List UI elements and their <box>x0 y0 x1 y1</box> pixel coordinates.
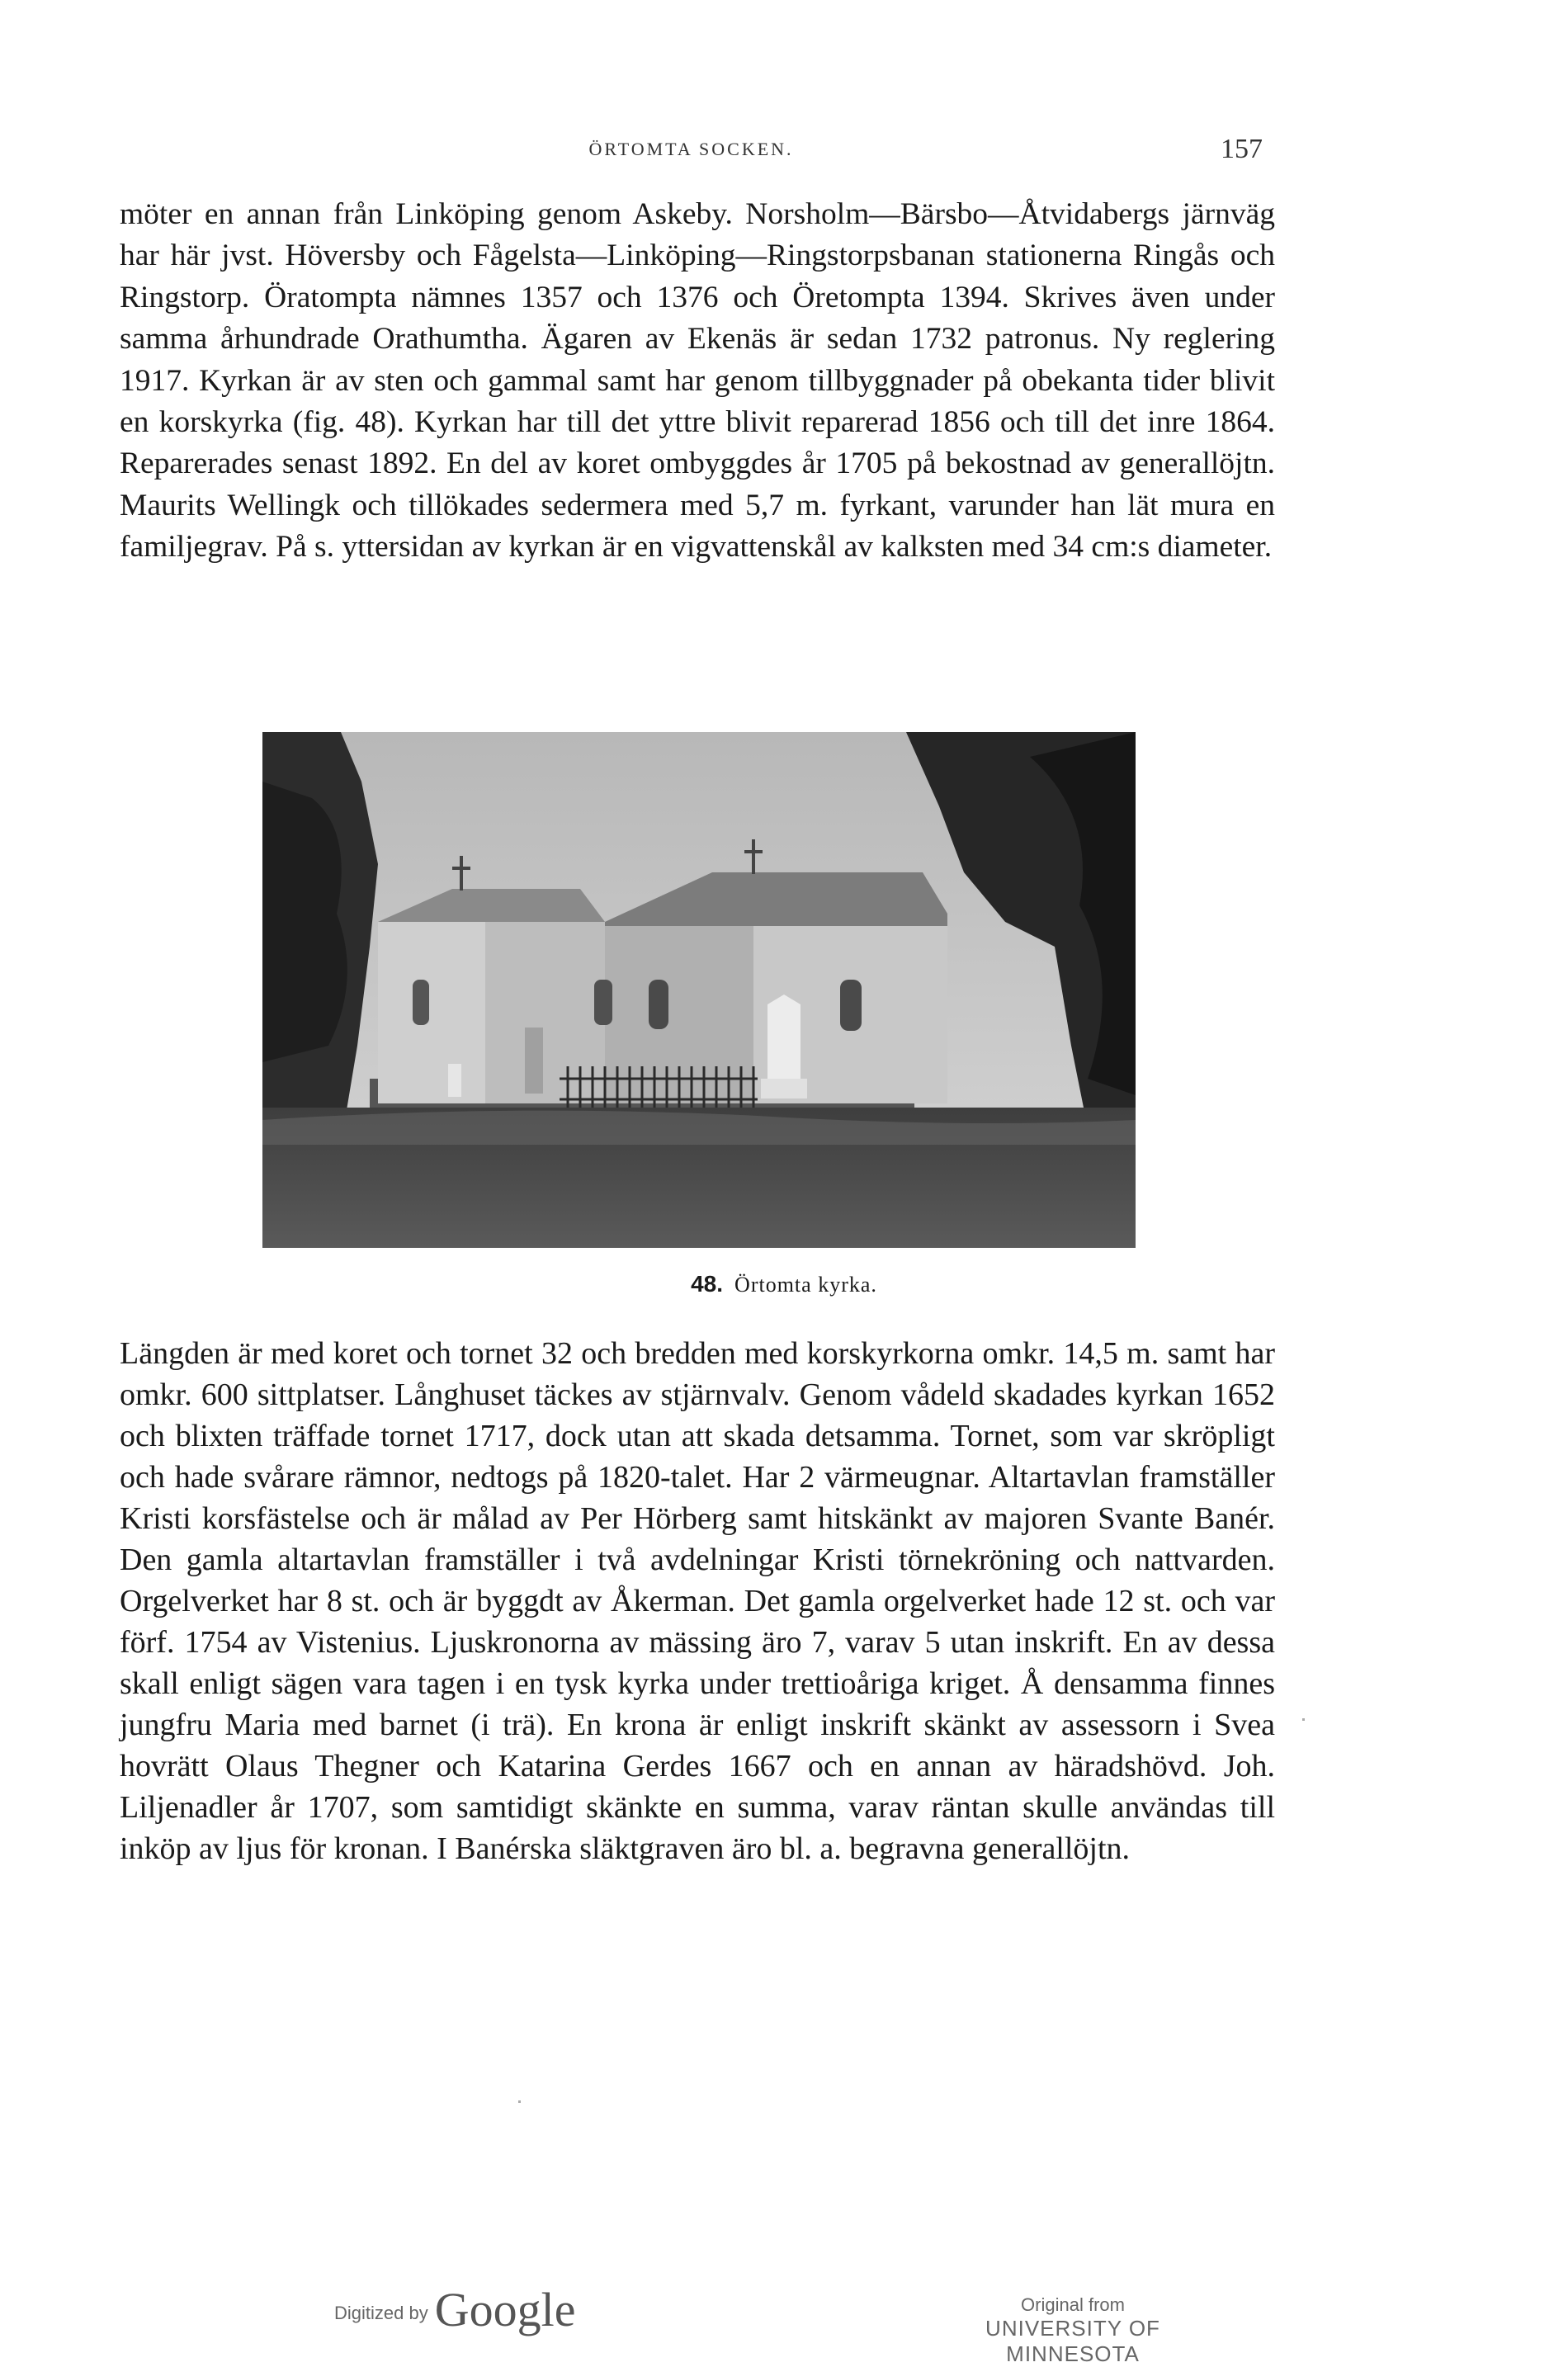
figure-number: 48. <box>691 1271 724 1297</box>
original-source <box>933 2294 1213 2367</box>
paragraph-1: möter en annan från Linköping genom Askeby. Norsholm—Bärsbo—Åtvidabergs järnväg har här jvst. Höversby och Fågelsta—Linköping—Ringstorpsbanan stationerna Ringås och Ringstorp. Öratompta nämnes 1357 och 1376 och Öretompta 1394. Skrives även under samma århundrade Orathumtha. Ägaren av Ekenäs är sedan 1732 patronus. Ny reglering 1917. Kyrkan är av sten och gammal samt har genom tillbyggnader på obekanta tider blivit en korskyrka (fig. 48). Kyrkan har till det yttre blivit reparerad 1856 och till det inre 1864. Reparerades senast 1892. En del av koret ombyggdes år 1705 på bekostnad av generallöjtn. Maurits Wellingk och tillökades sedermera med 5,7 m. fyrkant, varunder han lät mura en familjegrav. På s. yttersidan av kyrkan är en vigvattenskål av kalksten med 34 cm:s diameter. <box>120 197 1275 565</box>
original-from-label: Original from <box>1021 2294 1125 2315</box>
google-logo: Google <box>434 2283 576 2336</box>
page-number: 157 <box>1221 134 1263 164</box>
scan-speck <box>1302 1718 1305 1721</box>
digitized-by-label: Digitized by <box>334 2303 428 2323</box>
figure-caption-text: Örtomta kyrka. <box>734 1273 877 1297</box>
page-header <box>120 134 1263 172</box>
paragraph-2: Längden är med koret och tornet 32 och bredden med korskyrkorna omkr. 14,5 m. samt har omkr. 600 sittplatser. Långhuset täckes av stjärnvalv. Genom vådeld skadades kyrkan 1652 och blixten träffade tornet 1717, dock utan att skada detsamma. Tornet, som var skröpligt och hade svårare rämnor, nedtogs på 1820-talet. Har 2 värmeugnar. Altartavlan framställer Kristi korsfästelse och är målad av Per Hörberg samt hitskänkt av majoren Svante Banér. Den gamla altartavlan framställer i två avdelningar Kristi törnekröning och nattvarden. Orgelverket har 8 st. och är byggdt av Åkerman. Det gamla orgelverket hade 12 st. och var förf. 1754 av Vistenius. Ljuskronorna av mässing äro 7, varav 5 utan inskrift. En av dessa skall enligt sägen vara tagen i en tysk kyrka under trettioåriga kriget. Å densamma finnes jungfru Maria med barnet (i trä). En krona är enligt inskrift skänkt av assessorn i Svea hovrätt Olaus Thegner och Katarina Gerdes 1667 och en annan av häradshövd. Joh. Liljenadler år 1707, som samtidigt skänkte en summa, varav räntan skulle användas till inköp av ljus för kronan. I Banérska släktgraven äro bl. a. begravna generallöjtn. <box>120 1336 1275 1866</box>
church-photo-illustration <box>262 732 1136 1248</box>
scan-speck <box>518 2100 521 2103</box>
figure-caption <box>0 1271 1568 1297</box>
church-photograph <box>262 732 1136 1248</box>
running-head: ÖRTOMTA SOCKEN. <box>588 139 794 159</box>
university-name: UNIVERSITY OF MINNESOTA <box>985 2316 1160 2366</box>
digitized-by-google <box>334 2282 575 2337</box>
